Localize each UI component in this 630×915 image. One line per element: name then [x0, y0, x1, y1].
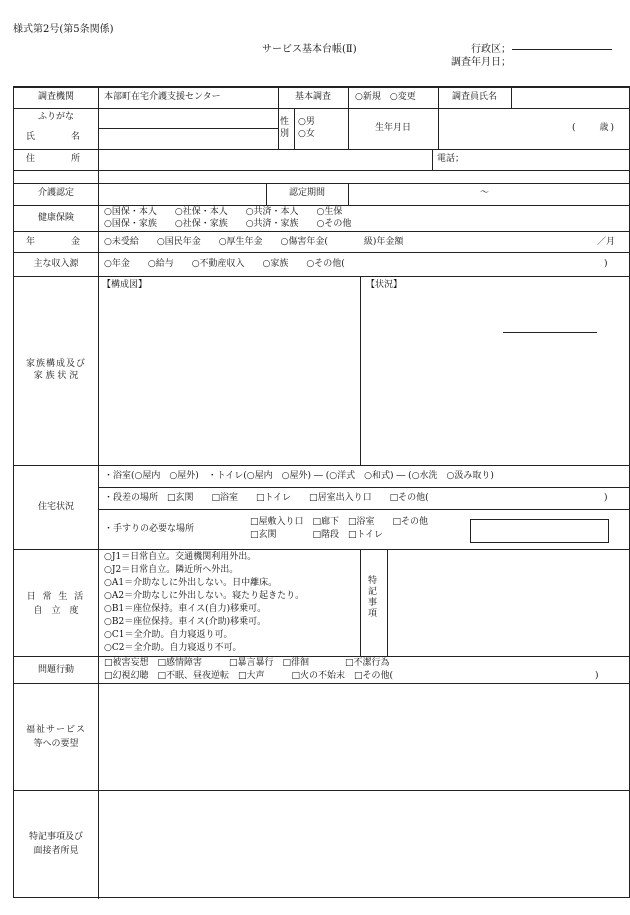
sex-label: 性別	[280, 117, 290, 139]
notes-label-char: 項	[368, 609, 378, 619]
period-tilde: ～	[480, 188, 490, 198]
independence-item[interactable]: ○A2＝介助なしに外出しない。寝たり起きたり。	[104, 591, 305, 601]
income-label: 主な収入源	[33, 259, 79, 269]
surveyor-label: 調査員氏名	[451, 92, 497, 102]
male-option[interactable]: ○男	[298, 117, 315, 127]
care-cert-label: 介護認定	[37, 188, 74, 198]
female-option[interactable]: ○女	[298, 129, 315, 139]
behavior-options-1[interactable]: □被害妄想 □感情障害 □暴言暴行 □徘徊 □不潔行為	[104, 658, 390, 668]
independence-item[interactable]: ○J1＝日常自立。交通機関利用外出。	[104, 552, 257, 562]
pension-unit: ／月	[597, 237, 616, 247]
birthdate-label: 生年月日	[374, 123, 411, 133]
family-diagram-label: 【構成図】	[102, 280, 148, 290]
handrail-other-field[interactable]	[470, 519, 609, 543]
age-label: ( 歳)	[572, 123, 617, 133]
survey-type-options[interactable]: ○新規 ○変更	[355, 92, 416, 102]
cert-period-label: 認定期間	[288, 188, 325, 198]
independence-item[interactable]: ○B2＝座位保持。車イス(介助)移乗可。	[104, 617, 267, 627]
basic-survey-label: 基本調査	[294, 92, 331, 102]
independence-item[interactable]: ○C2＝全介助。自力寝返り不可。	[104, 643, 242, 653]
service-ledger-form	[13, 86, 630, 898]
welfare-label-1: 福祉サービス	[25, 725, 86, 735]
name-label: 氏 名	[25, 132, 86, 142]
insurance-options-1[interactable]: ○国保・本人 ○社保・本人 ○共済・本人 ○生保	[104, 207, 343, 217]
insurance-label: 健康保険	[37, 213, 74, 223]
notes-label-char: 事	[368, 598, 378, 608]
independence-label-1: 日 常 生 活	[26, 592, 86, 602]
family-status-label: 【状況】	[366, 280, 403, 290]
pension-amount-field[interactable]	[503, 332, 597, 333]
handrail-label: ・手すりの必要な場所	[104, 524, 195, 534]
income-options[interactable]: ○年金 ○給与 ○不動産収入 ○家族 ○その他(	[104, 259, 345, 269]
handrail-options-1[interactable]: □屋敷入り口 □廊下 □浴室 □その他	[250, 517, 429, 527]
remarks-label-1: 特記事項及び	[28, 832, 83, 842]
family-label-2: 家 族 状 況	[33, 371, 79, 381]
independence-item[interactable]: ○B1＝座位保持。車イス(自力)移乗可。	[104, 604, 267, 614]
notes-label-char: 特	[368, 576, 378, 586]
agency-label: 調査機関	[37, 92, 74, 102]
district-label: 行政区；	[471, 44, 511, 55]
family-label-1: 家族構成及び	[25, 359, 86, 369]
independence-item[interactable]: ○J2＝日常自立。隣近所へ外出。	[104, 565, 239, 575]
agency-value: 本部町在宅介護支援センター	[104, 92, 221, 102]
survey-date-label: 調査年月日；	[451, 57, 511, 68]
housing-label: 住宅状況	[37, 502, 74, 512]
behavior-options-2[interactable]: □幻視幻聴 □不眠、昼夜逆転 □大声 □火の不始末 □その他(	[104, 671, 394, 681]
independence-label-2: 自 立 度	[33, 606, 79, 616]
address-label: 住 所	[25, 154, 86, 164]
housing-line-2[interactable]: ・段差の場所 □玄関 □浴室 □トイレ □居室出入り口 □その他(	[104, 493, 429, 503]
income-close: )	[604, 259, 608, 269]
phone-label: 電話；	[437, 154, 465, 164]
insurance-options-2[interactable]: ○国保・家族 ○社保・家族 ○共済・家族 ○その他	[104, 219, 352, 229]
behavior-close: )	[595, 671, 599, 681]
district-field[interactable]	[512, 49, 612, 50]
independence-item[interactable]: ○A1＝介助なしに外出しない。日中離床。	[104, 578, 278, 588]
page-title: サービス基本台帳(Ⅱ)	[262, 44, 357, 55]
housing-line-1[interactable]: ・浴室(○屋内 ○屋外) ・トイレ(○屋内 ○屋外) ― (○洋式 ○和式) ― (○水洗 ○汲み取り)	[104, 471, 494, 481]
handrail-options-2[interactable]: □玄関 □階段 □トイレ	[250, 530, 384, 540]
housing-line-2-close: )	[604, 493, 608, 503]
pension-options[interactable]: ○未受給 ○国民年金 ○厚生年金 ○傷害年金( 級)年金額	[104, 237, 404, 247]
behavior-label: 問題行動	[37, 665, 74, 675]
welfare-label-2: 等への要望	[33, 739, 79, 749]
independence-item[interactable]: ○C1＝全介助。自力寝返り可。	[104, 630, 233, 640]
notes-label-char: 記	[368, 587, 378, 597]
remarks-label-2: 面接者所見	[33, 846, 79, 856]
pension-label: 年 金	[25, 237, 86, 247]
form-number: 様式第2号(第5条関係)	[13, 24, 114, 35]
furigana-label: ふりがな	[37, 112, 74, 122]
